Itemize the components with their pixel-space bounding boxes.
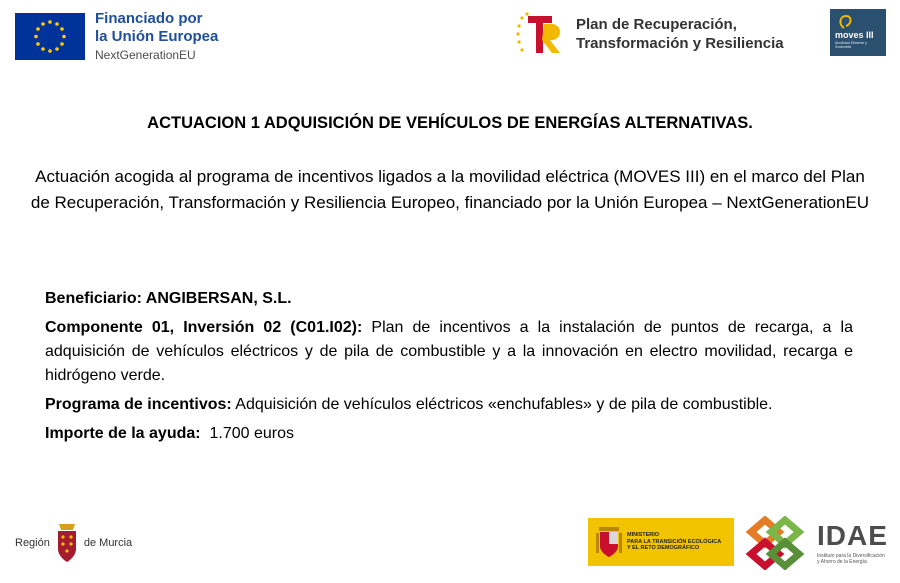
- murcia-right-text: de Murcia: [83, 537, 133, 549]
- eu-line2: la Unión Europea: [95, 28, 219, 45]
- eu-line3: NextGenerationEU: [95, 48, 196, 62]
- programa-text: Adquisición de vehículos eléctricos «enchufables» y de pila de combustible.: [231, 396, 773, 413]
- ministerio-line3: Y EL RETO DEMOGRÁFICO: [627, 545, 700, 552]
- prtr-line2: Transformación y Resiliencia: [576, 35, 784, 52]
- beneficiario-line: [45, 287, 853, 311]
- importe-value: 1.700 euros: [200, 425, 294, 442]
- idae-mark-icon: [745, 516, 811, 570]
- idae-logo: [745, 516, 888, 570]
- recovery-plan-icon: [516, 10, 568, 58]
- idae-sub: Instituto para la Diversificación y Ahorro de la Energía: [817, 552, 885, 565]
- moves-swirl-icon: [830, 9, 886, 31]
- murcia-crest-icon: [54, 520, 80, 566]
- prtr-line1: Plan de Recuperación,: [576, 15, 737, 33]
- intro-paragraph: Actuación acogida al programa de incentivos ligados a la movilidad eléctrica (MOVES III) en el marco del Plan de Recuperación, Transformación y Resiliencia Europeo, financiado por la Unión Europea – NextGenerationEU: [30, 167, 870, 212]
- idae-word: IDAE: [817, 519, 888, 551]
- eu-line1: Financiado por: [95, 10, 203, 27]
- spain-coat-of-arms-icon: [596, 524, 622, 560]
- murcia-left-text: Región: [15, 537, 50, 549]
- programa-label: Programa de incentivos:: [45, 396, 232, 413]
- importe-line: [45, 422, 853, 446]
- page-title: ACTUACION 1 ADQUISICIÓN DE VEHÍCULOS DE ENERGÍAS ALTERNATIVAS.: [147, 114, 753, 132]
- programa-paragraph: [45, 393, 853, 417]
- details-section: [45, 287, 853, 451]
- beneficiario-label: Beneficiario: ANGIBERSAN, S.L.: [45, 290, 292, 307]
- componente-label: Componente 01, Inversión 02 (C01.I02):: [45, 319, 363, 336]
- moves-word: moves III: [835, 30, 874, 40]
- ministerio-line1: MINISTERIO: [627, 531, 660, 538]
- ministerio-logo: [588, 518, 734, 566]
- region-murcia-logo: [15, 520, 132, 566]
- moves-logo: [830, 9, 886, 56]
- ministerio-line2: PARA LA TRANSICIÓN ECOLÓGICA: [627, 538, 722, 545]
- importe-label: Importe de la ayuda:: [45, 425, 201, 442]
- componente-paragraph: [45, 316, 853, 388]
- componente-text: Plan de incentivos a la instalación de puntos de recarga, a la adquisición de vehículos eléctricos y de pila de combustible y a la innovación en electro movilidad, recarga e hidrógeno verde.: [45, 319, 853, 384]
- eu-funding-logo: [15, 10, 218, 62]
- recovery-plan-logo: [516, 10, 784, 58]
- moves-sub: Movilidad Eficiente y Sostenible: [835, 41, 867, 49]
- eu-flag-icon: [15, 13, 85, 60]
